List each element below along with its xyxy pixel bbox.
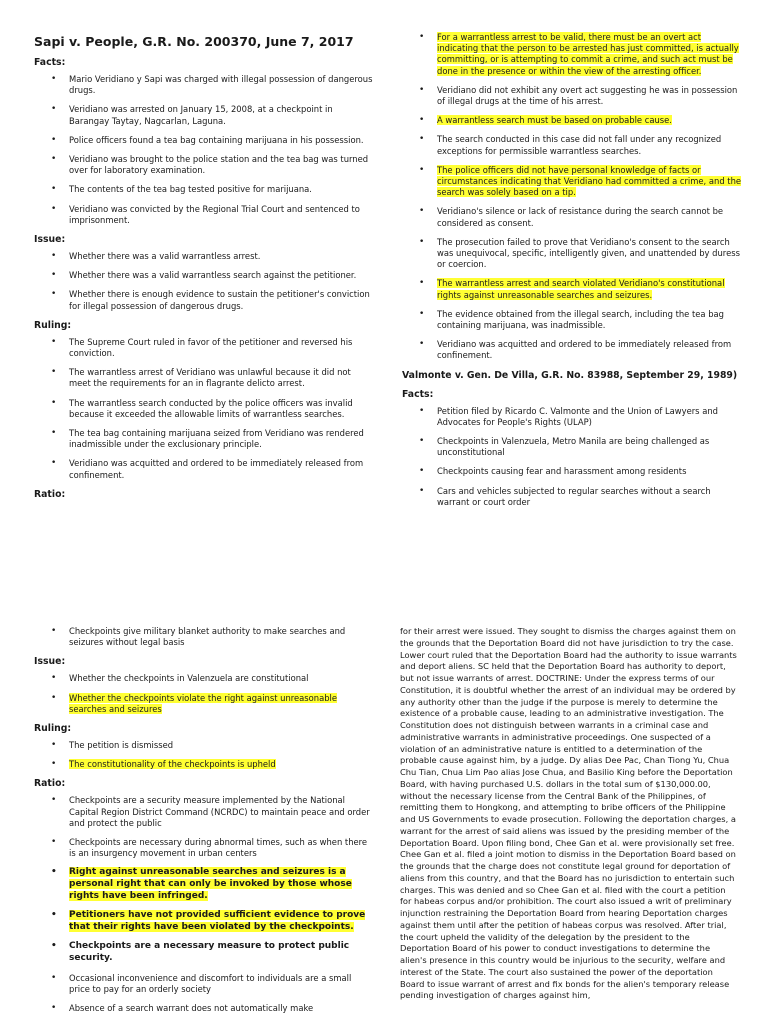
list-item: • Whether there was a valid warrantless arrest. [34, 251, 374, 262]
issue-text: Whether the checkpoints in Valenzuela are constitutional [69, 673, 309, 684]
ratio-text: A warrantless search must be based on probable cause. [437, 115, 672, 126]
issues-list [34, 251, 374, 312]
facts-heading: Facts: [34, 57, 66, 68]
rulings-list [34, 337, 374, 481]
ratio-text: The warrantless arrest and search violated Veridiano's constitutional rights against unreasonable searches and seizures. [437, 278, 725, 300]
list-item: • Veridiano was arrested on January 15, 2008, at a checkpoint in Barangay Taytay, Nagcarlan, Laguna. [34, 104, 374, 126]
list-item: • Mario Veridiano y Sapi was charged with illegal possession of dangerous drugs. [34, 74, 374, 96]
facts-list [402, 406, 742, 508]
list-item: • The warrantless search conducted by the police officers was invalid because it exceeded the allowable limits of warrantless searches. [34, 398, 374, 420]
list-item [402, 32, 742, 77]
ratio-text: The search conducted in this case did not fall under any recognized exceptions for permissible warrantless searches. [437, 134, 722, 156]
list-item [34, 1003, 374, 1014]
ratio-list [34, 795, 374, 1014]
ratio-text: Occasional inconvenience and discomfort to individuals are a small price to pay for an orderly society [69, 972, 352, 994]
list-item: • Cars and vehicles subjected to regular searches without a search warrant or court order [402, 486, 742, 508]
ruling-text: The petition is dismissed [69, 740, 174, 751]
list-item: • Checkpoints causing fear and harassment among residents [402, 466, 742, 477]
list-item: • Checkpoints give military blanket authority to make searches and seizures without legal basis [34, 626, 374, 648]
list-item [34, 910, 374, 933]
list-item [402, 237, 742, 271]
ratio-heading: Ratio: [34, 488, 66, 500]
list-item: • The warrantless arrest of Veridiano was unlawful because it did not meet the requirements for an in flagrante delicto arrest. [34, 367, 374, 389]
facts-continued-list [34, 626, 374, 648]
facts-list [34, 74, 374, 226]
list-item [402, 165, 742, 199]
list-item: • Petition filed by Ricardo C. Valmonte and the Union of Lawyers and Advocates for People's Rights (ULAP) [402, 406, 742, 428]
ratio-text: For a warrantless arrest to be valid, there must be an overt act indicating that the person to be arrested has just committed, is actually committing, or is attempting to commit a crime, and such act must be done in the presence or within the view of the arresting officer. [437, 32, 739, 76]
list-item: • Whether there was a valid warrantless search against the petitioner. [34, 270, 374, 281]
list-item [402, 134, 742, 156]
list-item: • The contents of the tea bag tested positive for marijuana. [34, 184, 374, 195]
ratio-text: Petitioners have not provided sufficient evidence to prove that their rights have been violated by the checkpoints. [69, 910, 366, 932]
rulings-list [34, 740, 374, 770]
issues-list [34, 673, 374, 715]
list-item: • Veridiano was acquitted and ordered to be immediately released from confinement. [34, 458, 374, 480]
ratio-text: Veridiano was acquitted and ordered to be immediately released from confinement. [437, 339, 732, 361]
list-item [402, 85, 742, 107]
facts-heading: Facts: [402, 388, 434, 400]
ruling-text: The constitutionality of the checkpoints is upheld [69, 759, 276, 770]
list-item: • Veridiano was convicted by the Regional Trial Court and sentenced to imprisonment. [34, 204, 374, 226]
list-item [402, 278, 742, 300]
ratio-text: The police officers did not have personal knowledge of facts or circumstances indicating that Veridiano had committed a crime, and the search was solely based on a tip. [437, 164, 742, 198]
list-item [34, 740, 374, 751]
ratio-text: The evidence obtained from the illegal search, including the tea bag containing marijuana, was inadmissible. [437, 308, 724, 331]
bottom-left-column [34, 626, 374, 1022]
list-item: • Whether there is enough evidence to sustain the petitioner's conviction for illegal possession of dangerous drugs. [34, 289, 374, 311]
case-paragraph: for their arrest were issued. They sought to dismiss the charges against them on the grounds that the Deportation Board did not have jurisdiction to try the case. Lower court ruled that the Deportation Board had the authority to issue warrants and deport aliens. SC held that the Deportation Board has authority to deport, but not issue warrants of arrest. DOCTRINE: Under the express terms of our Constitution, it is doubtful whether the arrest of an individual may be ordered by any authority other than the judge if the purpose is merely to determine the existence of a probable cause, leading to an administrative investigation. The Constitution does not distinguish between warrants in a criminal case and administrative warrants in administrative proceedings. One suspected of a violation of an administrative nature is entitled to a determination of the probable cause against him, by a judge. Dy alias Dee Pac, Chan Tiong Yu, Chua Chu Tian, Chua Lim Pao alias Jose Chua, and Basilio King before the Deportation Board, with having purchased U.S. dollars in the total sum of $130,000.00, without the necessary license from the Central Bank of the Philippines, of remitting them to Hongkong, and attempting to bribe officers of the Philippine and US Governments to evade prosecution. Following the deportation charges, a warrant for the arrest of said aliens was issued by the presiding member of the Deportation Board. Upon filing bond, Chee Gan et al. were provisionally set free. Chee Gan et al. filed a joint motion to dismiss in the Deportation Board based on the grounds that the charge does not constitute legal ground for deportation of aliens from this country, and that the Board has no jurisdiction to entertain such charges. This was denied and so Chee Gan et al. filed with the court a petition for habeas corpus and/or prohibition. The court also issued a writ of preliminary injunction restraining the Deportation Board from hearing Deportation charges against them until after the petition of habeas corpus was resolved. After trial, the court upheld the validity of the delegation by the president to the Deportation Board of his power to conduct investigations to determine the alien's presence in this country would be injurious to the security, welfare and interest of the State. The court also sustained the power of the deportation Board to issue warrant of arrest and fix bonds for the alien's temporary release pending investigation of charges against him, [400, 626, 737, 1001]
list-item [402, 309, 742, 331]
list-item: • Checkpoints in Valenzuela, Metro Manila are being challenged as unconstitutional [402, 436, 742, 458]
ratio-text: Veridiano did not exhibit any overt act suggesting he was in possession of illegal drugs at the time of his arrest. [437, 84, 738, 107]
top-right-column [402, 32, 742, 516]
top-left-column [34, 32, 374, 506]
list-item [34, 795, 374, 829]
list-item [34, 867, 374, 902]
list-item [34, 673, 374, 684]
list-item: • The tea bag containing marijuana seized from Veridiano was rendered inadmissible under the exclusionary principle. [34, 428, 374, 450]
list-item [34, 837, 374, 859]
issue-heading: Issue: [34, 656, 66, 668]
case-title-sapi: Sapi v. People, G.R. No. 200370, June 7, 2017 [34, 34, 354, 49]
ratio-text: Veridiano's silence or lack of resistance during the search cannot be considered as consent. [437, 206, 724, 228]
list-item [34, 941, 374, 964]
list-item [34, 693, 374, 715]
case-title-valmonte: Valmonte v. Gen. De Villa, G.R. No. 83988, September 29, 1989) [402, 369, 738, 381]
ratio-text: Right against unreasonable searches and seizures is a personal right that can only be invoked by those whose rights have been infringed. [69, 867, 352, 901]
bottom-right-column [400, 626, 738, 1002]
ruling-heading: Ruling: [34, 723, 72, 735]
ratio-text: Checkpoints are a security measure implemented by the National Capital Region District Command (NCRDC) to maintain peace and order and protect the public [69, 795, 370, 828]
ratio-text: The prosecution failed to prove that Veridiano's consent to the search was unequivocal, specific, intelligently given, and unattended by duress or coercion. [437, 236, 740, 270]
ratio-text: Checkpoints are necessary during abnormal times, such as when there is an insurgency movement in urban centers [69, 837, 368, 859]
list-item [402, 115, 742, 126]
list-item [402, 206, 742, 228]
list-item [402, 339, 742, 361]
ratio-text: Absence of a search warrant does not automatically make [69, 1003, 314, 1013]
ruling-heading: Ruling: [34, 319, 72, 331]
issue-heading: Issue: [34, 234, 66, 246]
list-item [34, 973, 374, 995]
list-item: • The Supreme Court ruled in favor of the petitioner and reversed his conviction. [34, 337, 374, 359]
list-item: • Police officers found a tea bag containing marijuana in his possession. [34, 135, 374, 146]
ratio-list [402, 32, 742, 362]
ratio-heading: Ratio: [34, 778, 66, 790]
list-item: • Veridiano was brought to the police station and the tea bag was turned over for laboratory examination. [34, 154, 374, 176]
ratio-text: Checkpoints are a necessary measure to protect public security. [69, 941, 350, 963]
issue-text: Whether the checkpoints violate the right against unreasonable searches and seizures [69, 692, 338, 714]
list-item [34, 759, 374, 770]
